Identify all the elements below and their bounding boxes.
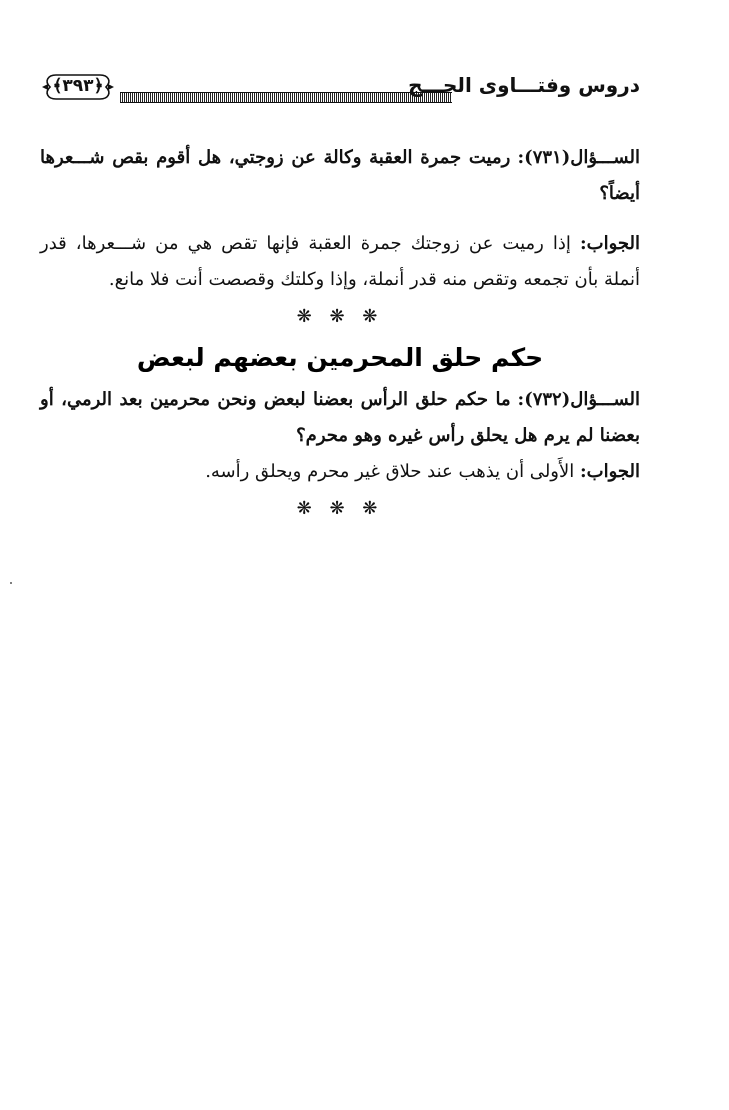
answer-text: إذا رميت عن زوجتك جمرة العقبة فإنها تقص هي من شـــعرها، قدر أنملة بأن تجمعه وتقص منه قدر أنملة، وإذا وكلتك وقصصت أنت فلا مانع. [40, 233, 640, 290]
scan-speck [10, 582, 12, 584]
header-rule [120, 92, 452, 103]
running-title: دروس وفتـــاوى الحـــج [408, 73, 640, 97]
separator-stars: ❋ ❋ ❋ [296, 498, 384, 519]
question-text: ما حكم حلق الرأس بعضنا لبعض ونحن محرمين بعد الرمي، أو بعضنا لم يرم هل يحلق رأس غيره وهو محرم؟ [40, 389, 640, 446]
question-label: الســـؤال(٧٣١): [517, 147, 640, 168]
page-body [40, 140, 640, 530]
answer-731 [40, 226, 640, 298]
page-number: ﴿٣٩٣﴾ [52, 76, 104, 96]
page-number-frame [40, 72, 116, 102]
answer-label: الجواب: [580, 461, 640, 482]
page-header [40, 66, 640, 110]
question-732 [40, 382, 640, 454]
answer-label: الجواب: [580, 233, 640, 254]
answer-text: الأَولى أن يذهب عند حلاق غير محرم ويحلق رأسه. [205, 461, 575, 482]
question-731 [40, 140, 640, 212]
spacer [40, 212, 640, 226]
separator-stars: ❋ ❋ ❋ [296, 306, 384, 327]
question-text: رميت جمرة العقبة وكالة عن زوجتي، هل أقوم بقص شـــعرها أيضاً؟ [40, 147, 640, 204]
question-label: الســـؤال(٧٣٢): [517, 389, 640, 410]
answer-732 [40, 454, 640, 490]
section-heading: حكم حلق المحرمين بعضهم لبعض [136, 343, 544, 372]
